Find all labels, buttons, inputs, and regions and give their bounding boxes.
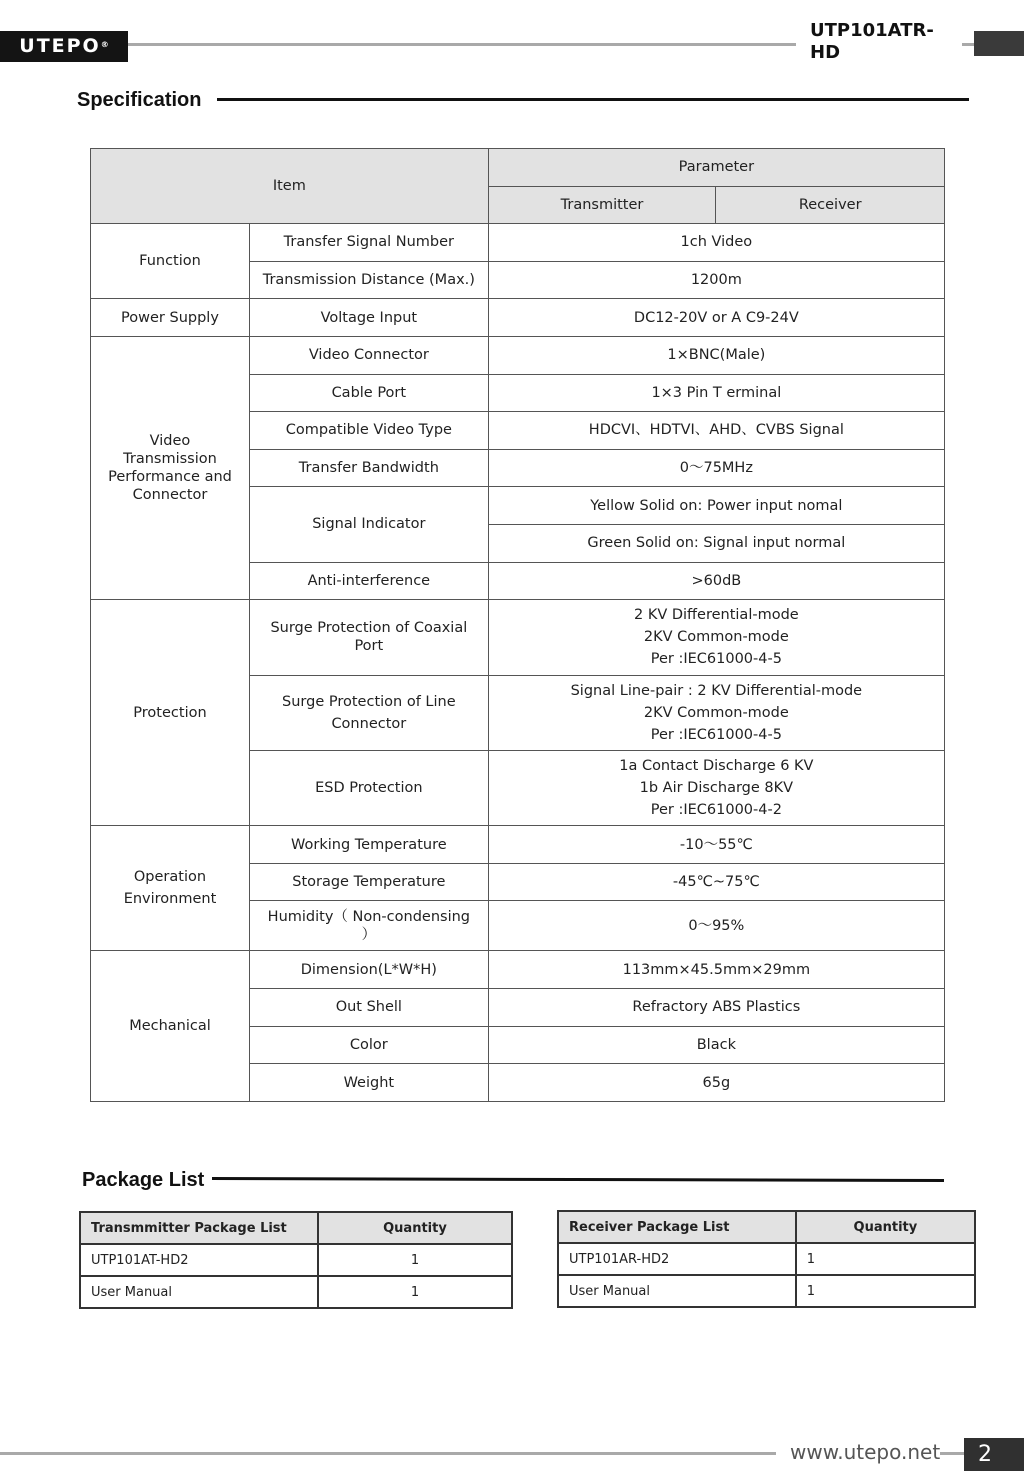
package-list-rule	[212, 1177, 944, 1182]
transmitter-header: Transmitter	[488, 186, 716, 224]
quantity-header: Quantity	[796, 1211, 975, 1243]
spec-item: Transfer Bandwidth	[249, 449, 488, 487]
footer-rule-short	[940, 1452, 964, 1455]
item-header: Item	[91, 149, 489, 224]
group-label: Function	[91, 224, 250, 299]
table-row	[91, 224, 945, 262]
spec-item: Weight	[249, 1064, 488, 1102]
spec-item: Compatible Video Type	[249, 412, 488, 450]
spec-value-line: 1a Contact Discharge 6 KV	[619, 758, 814, 775]
package-item-qty: 1	[318, 1244, 512, 1276]
group-label: Protection	[91, 600, 250, 826]
package-item-qty: 1	[796, 1243, 975, 1275]
spec-item: Voltage Input	[249, 299, 488, 337]
package-item-name: User Manual	[558, 1275, 796, 1307]
spec-value: HDCVI、HDTVI、AHD、CVBS Signal	[488, 412, 944, 450]
spec-value: 1ch Video	[488, 224, 944, 262]
spec-value-line: 2KV Common-mode	[643, 704, 789, 721]
footer-rule	[0, 1452, 776, 1455]
spec-value: -10～55℃	[488, 826, 944, 864]
spec-item: Humidity（ Non-condensing ）	[249, 901, 488, 951]
group-label: Video Transmission Performance and Connector	[91, 336, 250, 599]
spec-value: -45℃~75℃	[488, 863, 944, 901]
table-row	[91, 600, 945, 675]
spec-value: Yellow Solid on: Power input nomal	[488, 487, 944, 525]
group-label: Operation Environment	[91, 826, 250, 951]
spec-value: 65g	[488, 1064, 944, 1102]
parameter-header: Parameter	[488, 149, 944, 187]
header-rule	[128, 43, 796, 46]
package-list-title: Package List	[82, 1169, 205, 1191]
table-row	[91, 299, 945, 337]
group-label: Power Supply	[91, 299, 250, 337]
spec-value	[488, 675, 944, 750]
specification-rule	[217, 98, 969, 101]
table-row	[558, 1275, 975, 1307]
spec-value: 1×3 Pin T erminal	[488, 374, 944, 412]
table-row	[80, 1276, 512, 1308]
spec-item: Transmission Distance (Max.)	[249, 261, 488, 299]
spec-item: Storage Temperature	[249, 863, 488, 901]
model-number: UTP101ATR-HD	[810, 20, 934, 63]
spec-item: Surge Protection of Coaxial Port	[249, 600, 488, 675]
brand-name: UTEPO	[19, 35, 101, 57]
package-item-qty: 1	[318, 1276, 512, 1308]
spec-value: 0～95%	[488, 901, 944, 951]
spec-value: Refractory ABS Plastics	[488, 989, 944, 1027]
table-row	[558, 1243, 975, 1275]
spec-value: 113mm×45.5mm×29mm	[488, 951, 944, 989]
spec-value-line: Signal Line-pair : 2 KV Differential-mode	[570, 682, 863, 699]
receiver-package-table	[557, 1210, 976, 1308]
spec-value	[488, 600, 944, 675]
spec-value: 1200m	[488, 261, 944, 299]
header-rule-short	[962, 43, 974, 46]
spec-item: Dimension(L*W*H)	[249, 951, 488, 989]
table-row	[91, 951, 945, 989]
page-number: 2	[964, 1438, 1024, 1471]
spec-value: DC12-20V or A C9-24V	[488, 299, 944, 337]
package-item-qty: 1	[796, 1275, 975, 1307]
spec-item: Signal Indicator	[249, 487, 488, 562]
quantity-header: Quantity	[318, 1212, 512, 1244]
spec-item: Anti-interference	[249, 562, 488, 600]
table-row	[80, 1244, 512, 1276]
spec-value-line: Per :IEC61000-4-5	[650, 651, 782, 668]
spec-value: Black	[488, 1026, 944, 1064]
transmitter-package-header: Transmmitter Package List	[80, 1212, 318, 1244]
spec-item: Transfer Signal Number	[249, 224, 488, 262]
brand-logo	[0, 31, 128, 62]
spec-item: Surge Protection of Line Connector	[249, 675, 488, 750]
spec-value: 1×BNC(Male)	[488, 336, 944, 374]
spec-value-line: 2 KV Differential-mode	[633, 607, 799, 624]
spec-value: Green Solid on: Signal input normal	[488, 524, 944, 562]
spec-value-line: 1b Air Discharge 8KV	[639, 780, 794, 797]
spec-value: >60dB	[488, 562, 944, 600]
spec-value: 0～75MHz	[488, 449, 944, 487]
header-tab	[974, 31, 1024, 56]
package-item-name: User Manual	[80, 1276, 318, 1308]
spec-item: ESD Protection	[249, 750, 488, 825]
spec-item: Out Shell	[249, 989, 488, 1027]
specification-title: Specification	[77, 89, 202, 111]
spec-item: Color	[249, 1026, 488, 1064]
package-item-name: UTP101AT-HD2	[80, 1244, 318, 1276]
spec-value-line: 2KV Common-mode	[643, 629, 789, 646]
spec-value-line: Per :IEC61000-4-2	[650, 802, 782, 819]
transmitter-package-table	[79, 1211, 513, 1309]
receiver-package-header: Receiver Package List	[558, 1211, 796, 1243]
table-row	[91, 826, 945, 864]
package-item-name: UTP101AR-HD2	[558, 1243, 796, 1275]
spec-value-line: Per :IEC61000-4-5	[650, 726, 782, 743]
table-row	[91, 336, 945, 374]
receiver-header: Receiver	[716, 186, 945, 224]
group-label: Mechanical	[91, 951, 250, 1101]
spec-item: Cable Port	[249, 374, 488, 412]
specification-table	[90, 148, 945, 1102]
spec-item: Video Connector	[249, 336, 488, 374]
spec-item: Working Temperature	[249, 826, 488, 864]
registered-mark: ®	[100, 40, 109, 49]
spec-value	[488, 750, 944, 825]
website-link[interactable]: www.utepo.net	[790, 1440, 941, 1464]
